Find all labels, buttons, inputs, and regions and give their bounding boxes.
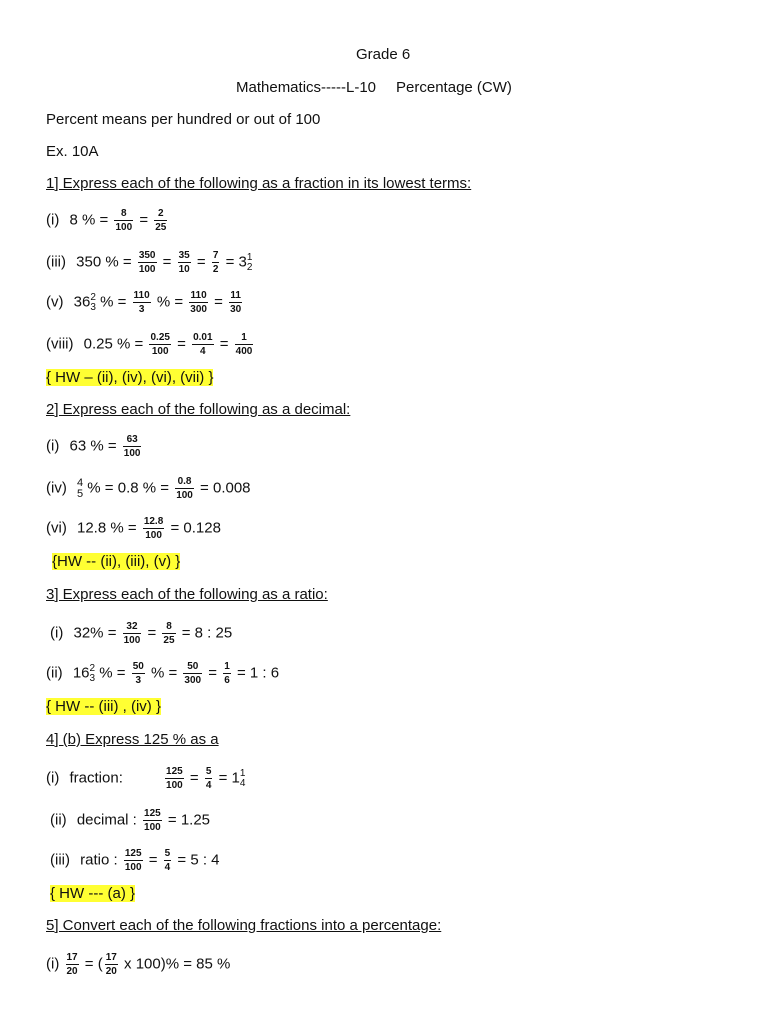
grade-heading: Grade 6	[356, 46, 411, 63]
q5-title: 5] Convert each of the following fractions into a percentage:	[46, 917, 442, 934]
subject-label: Mathematics-----L-10	[236, 79, 377, 96]
q2-homework: {HW -- (ii), (iii), (v) }	[52, 553, 181, 570]
q4-row-iii: (iii) ratio : $\frac{125}{100}$ = $\frac{5}{4}$ = 5 : 4	[50, 848, 220, 873]
q3-row-i: (i) 32% = $\frac{32}{100}$ = $\frac{8}{25}$ = 8 : 25	[50, 621, 233, 646]
q4-row-i: (i) fraction: $\frac{125}{100}$ = $\frac{5}{4}$ = 1 1 4	[46, 766, 246, 791]
q1-row-i: (i) 8 % = $\frac{8}{100}$ = $\frac{2}{25}$	[46, 208, 167, 233]
q3-row-ii: (ii) 16 2 3 % = $\frac{50}{3}$ % = $\frac{50}{300}$ = $\frac{1}{6}$ = 1 : 6	[46, 661, 280, 686]
q2-row-vi: (vi) 12.8 % = $\frac{12.8}{100}$ = 0.128	[46, 516, 221, 541]
q4-title: 4] (b) Express 125 % as a	[46, 731, 219, 748]
q3-title: 3] Express each of the following as a ratio:	[46, 586, 328, 603]
q1-row-v: (v) 36 2 3 % = $\frac{110}{3}$ % = $\frac{110}{300}$ = $\frac{11}{30}$	[46, 290, 242, 315]
q1-homework: { HW – (ii), (iv), (vi), (vii) }	[46, 369, 214, 386]
q2-row-iv: (iv) 4 5 % = 0.8 % = $\frac{0.8}{100}$ = 0.008	[46, 476, 251, 501]
subject-heading	[236, 79, 512, 96]
intro-text: Percent means per hundred or out of 100	[46, 111, 321, 128]
q4-homework: { HW --- (a) }	[50, 885, 135, 902]
q4-row-ii: (ii) decimal : $\frac{125}{100}$ = 1.25	[50, 808, 211, 833]
exercise-label: Ex. 10A	[46, 143, 99, 160]
q1-row-iii: (iii) 350 % = $\frac{350}{100}$ = $\frac{35}{10}$ = $\frac{7}{2}$ = 3 1 2	[46, 250, 253, 275]
q1-row-viii: (viii) 0.25 % = $\frac{0.25}{100}$ = $\frac{0.01}{4}$ = $\frac{1}{400}$	[46, 332, 253, 357]
q1-title: 1] Express each of the following as a fraction in its lowest terms:	[46, 175, 472, 192]
q2-row-i: (i) 63 % = $\frac{63}{100}$	[46, 434, 141, 459]
q2-title: 2] Express each of the following as a decimal:	[46, 401, 351, 418]
q5-row-i: (i) $\frac{17}{20}$ = ( $\frac{17}{20}$ x 100)% = 85 %	[46, 952, 231, 977]
topic-label: Percentage (CW)	[396, 79, 512, 96]
q3-homework: { HW -- (iii) , (iv) }	[46, 698, 161, 715]
